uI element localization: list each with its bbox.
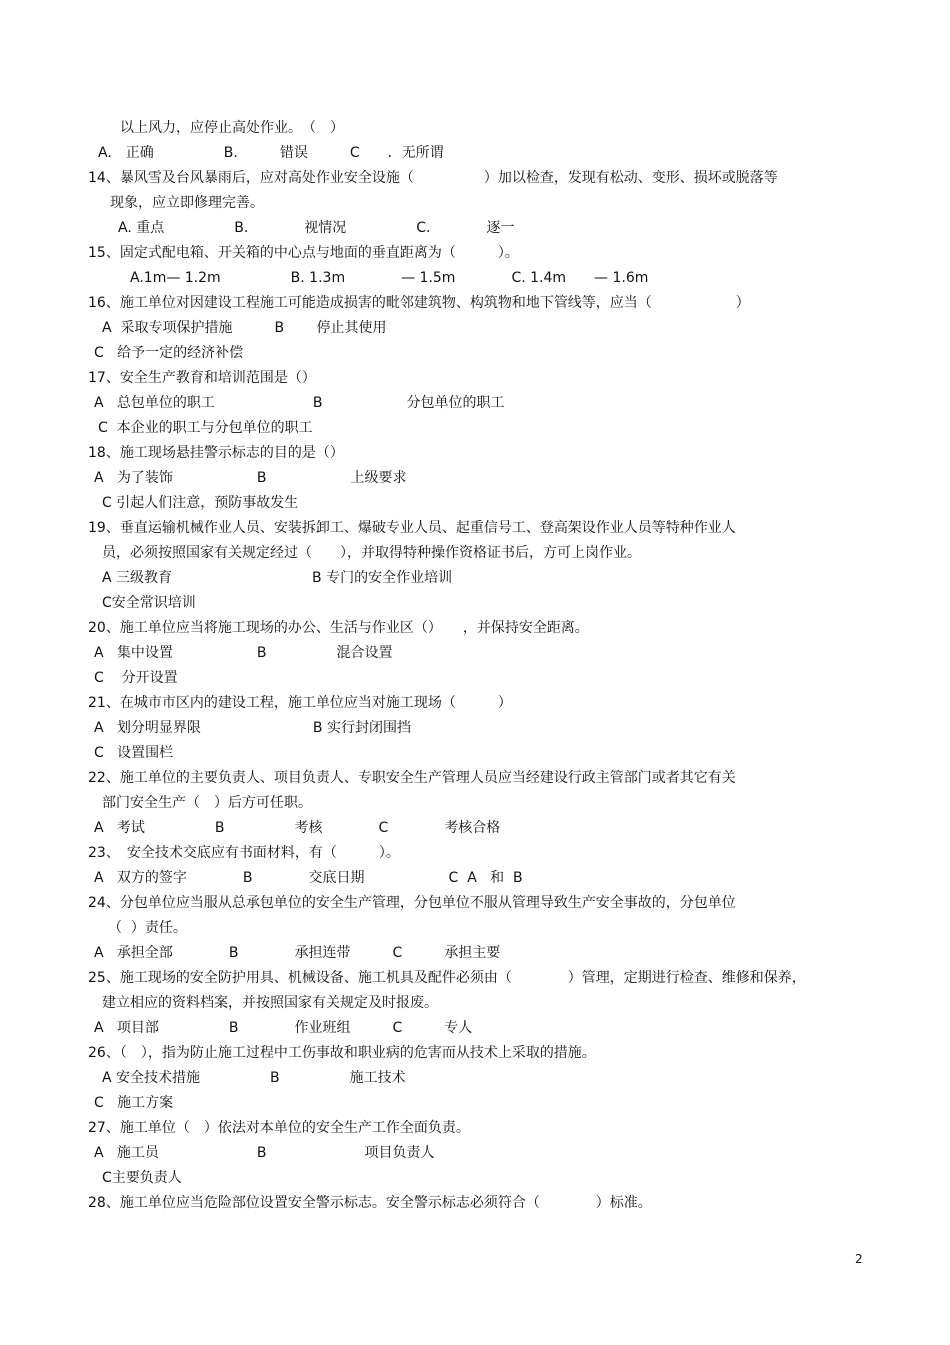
question-14: 14、暴风雪及台风暴雨后，应对高处作业安全设施（ ）加以检查，发现有松动、变形、损坏或脱落等 <box>88 170 778 186</box>
question-21: 21、在城市市区内的建设工程，施工单位应当对施工现场（ ） <box>88 695 512 711</box>
question-14-continuation: 现象，应立即修理完善。 <box>110 195 264 211</box>
question-17: 17、安全生产教育和培训范围是（） <box>88 370 316 386</box>
answer-options: A. 正确 B. 错误 C ．无所谓 <box>98 145 444 161</box>
answer-options-14: A. 重点 B. 视情况 C. 逐一 <box>118 220 515 236</box>
answer-options-19-a: A 三级教育 B 专门的安全作业培训 <box>102 570 453 586</box>
answer-options-25: A 项目部 B 作业班组 C 专人 <box>94 1020 473 1036</box>
answer-options-22: A 考试 B 考核 C 考核合格 <box>94 820 501 836</box>
question-19-continuation: 员，必须按照国家有关规定经过（ ），并取得特种操作资格证书后，方可上岗作业。 <box>102 545 641 561</box>
answer-options-24: A 承担全部 B 承担连带 C 承担主要 <box>94 945 501 961</box>
answer-options-20-a: A 集中设置 B 混合设置 <box>94 645 393 661</box>
answer-options-26-a: A 安全技术措施 B 施工技术 <box>102 1070 406 1086</box>
answer-options-17-a: A 总包单位的职工 B 分包单位的职工 <box>94 395 505 411</box>
question-18: 18、施工现场悬挂警示标志的目的是（） <box>88 445 344 461</box>
answer-options-27-a: A 施工员 B 项目负责人 <box>94 1145 435 1161</box>
answer-options-18-a: A 为了装饰 B 上级要求 <box>94 470 407 486</box>
answer-options-26-c: C 施工方案 <box>94 1095 174 1111</box>
question-22-continuation: 部门安全生产（ ）后方可任职。 <box>102 795 312 811</box>
question-22: 22、施工单位的主要负责人、项目负责人、专职安全生产管理人员应当经建设行政主管部门或者其它有关 <box>88 770 736 786</box>
question-28: 28、施工单位应当危险部位设置安全警示标志。安全警示标志必须符合（ ）标准。 <box>88 1195 652 1211</box>
question-25-continuation: 建立相应的资料档案，并按照国家有关规定及时报废。 <box>102 995 438 1011</box>
question-26: 26、（ ），指为防止施工过程中工伤事故和职业病的危害而从技术上采取的措施。 <box>88 1045 596 1061</box>
answer-options-18-c: C 引起人们注意，预防事故发生 <box>102 495 299 511</box>
question-25: 25、施工现场的安全防护用具、机械设备、施工机具及配件必须由（ ）管理，定期进行检查、维修和保养， <box>88 970 806 986</box>
answer-options-27-c: C主要负责人 <box>102 1170 182 1186</box>
question-27: 27、施工单位（ ）依法对本单位的安全生产工作全面负责。 <box>88 1120 470 1136</box>
page-number: 2 <box>855 1252 863 1266</box>
question-24-continuation: （ ）责任。 <box>108 920 187 936</box>
question-16: 16、施工单位对因建设工程施工可能造成损害的毗邻建筑物、构筑物和地下管线等，应当（ ） <box>88 295 750 311</box>
answer-options-19-c: C安全常识培训 <box>102 595 196 611</box>
answer-options-15: A.1m— 1.2m B. 1.3m — 1.5m C. 1.4m — 1.6m <box>130 270 649 286</box>
question-continuation: 以上风力，应停止高处作业。 （ ） <box>120 120 344 136</box>
answer-options-21-a: A 划分明显界限 B 实行封闭围挡 <box>94 720 411 736</box>
question-20: 20、施工单位应当将施工现场的办公、生活与作业区（） ，并保持安全距离。 <box>88 620 589 636</box>
answer-options-16-c: C 给予一定的经济补偿 <box>94 345 244 361</box>
answer-options-23: A 双方的签字 B 交底日期 C A 和 B <box>94 870 523 886</box>
question-23: 23、 安全技术交底应有书面材料，有（ ）。 <box>88 845 400 861</box>
answer-options-20-c: C 分开设置 <box>94 670 178 686</box>
question-24: 24、分包单位应当服从总承包单位的安全生产管理，分包单位不服从管理导致生产安全事故的，分包单位 <box>88 895 736 911</box>
answer-options-16-a: A 采取专项保护措施 B 停止其使用 <box>102 320 387 336</box>
answer-options-21-c: C 设置围栏 <box>94 745 174 761</box>
question-15: 15、固定式配电箱、开关箱的中心点与地面的垂直距离为（ ）。 <box>88 245 519 261</box>
question-19: 19、垂直运输机械作业人员、安装拆卸工、爆破专业人员、起重信号工、登高架设作业人员等特种作业人 <box>88 520 736 536</box>
answer-options-17-c: C 本企业的职工与分包单位的职工 <box>98 420 313 436</box>
